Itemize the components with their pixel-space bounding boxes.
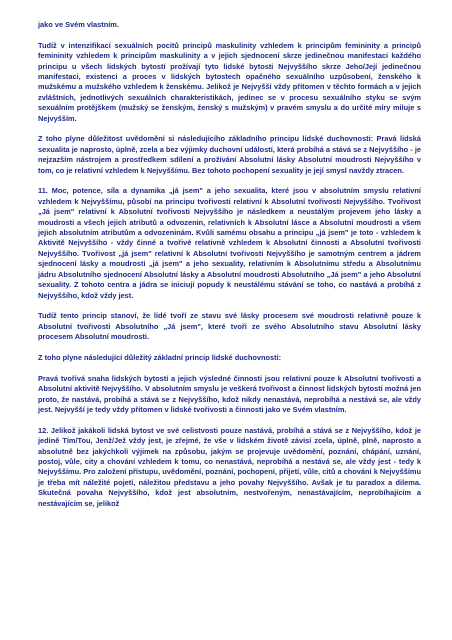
- paragraph-creative-effort: Pravá tvořivá snaha lidských bytostí a jejich výsledné činnosti jsou relativní pouze k Absolutní tvořivosti a Absolutní aktivitě Nejvyššího. V absolutním smyslu je veškerá tvořivost a činnost lidských bytostí možná jen proto, že nastává, probíhá a stává se z Nejvyššího, kdož nikdy nenastává, neprobíhá a nestává se, ale vždy jest. Nejvyšší je tedy vždy přítomen v lidské tvořivosti a činnosti jako ve Svém vlastním.: [38, 373, 421, 414]
- paragraph-principle-sexuality: Z toho plyne důležitost uvědomění si následujícího základního principu lidské duchovnosti: Pravá lidská sexualita je naprosto, úplně, zcela a bez výjimky duchovní událostí, která probíhá a stává se z Nejvyššího - je nejzazším nástrojem a prostředkem sdílení a prožívání Absolutní lásky Absolutní moudrosti Nejvyššího v tom, co je relativní vzhledem k Nejvyššímu. Bez tohoto pochopení sexuality je její smysl navždy ztracen.: [38, 134, 421, 175]
- document-page: [38, 20, 421, 509]
- paragraph-section-12: 12. Jelikož jakákoli lidská bytost ve své celistvosti pouze nastává, probíhá a stává se z Nejvyššího, kdož je jedině Tím/Tou, Jenž/Jež vždy jest, je zřejmé, že vše v lidském životě závisí zcela, úplně, plně, naprosto a absolutně bez jakýchkoli výjimek na způsobu, jakým se projevuje uvědomění, poznání, chápání, uznání, postoj, vůle, city a chování vzhledem k tomu, co nenastává, neprobíhá a nestává se, ale vždy jest - tedy k Nejvyššímu. Pro založení přístupu, uvědomění, poznání, pochopení, přijetí, vůle, citů a chování k Nejvyššímu je třeba mít náležité pojetí, náležitou představu a jeho povahy Nejvyššího. Avšak je tu paradox a dilema. Skutečná povaha Nejvyššího, kdož jest absolutním, nestvořeným, nenastávajícím, neprobíhajícím a nestávajícím se, jelikož: [38, 425, 421, 508]
- paragraph-principle-intro: Z toho plyne následující důležitý základní princip lidské duchovnosti:: [38, 352, 282, 362]
- paragraph-continuation: jako ve Svém vlastním.: [38, 20, 119, 29]
- paragraph-creativity-principle: Tudíž tento princip stanoví, že lidé tvoří ze stavu své lásky procesem své moudrosti relativně pouze k Absolutní tvořivosti Absolutního „Já jsem", které tvoří ze svého Absolutního stavu Absolutní lásky procesem Absolutní moudrosti.: [38, 311, 421, 342]
- paragraph-section-11: 11. Moc, potence, síla a dynamika „já jsem" a jeho sexualita, které jsou v absolutním smyslu relativní vzhledem k Nejvyššímu, působí na principu tvořivosti relativní k Absolutní tvořivosti Nejvyššího. Tvořivost „Já jsem" relativní k Absolutní tvořivosti Nejvyššího je následkem a neustálým projevem jeho lásky a moudrosti a všech jejich atributů a odvozenin, relativních k Absolutní lásce a Absolutní moudrosti a všem jejich absolutním atributům a odvozeninám. Kvůli samému obsahu a principu „já jsem" je toto - vzhledem k Aktivitě Nejvyššího - vždy činné a tvořivé relativně vzhledem k Absolutní činnosti a Absolutní tvořivosti Nejvyššího. Tvořivost „já jsem" relativní k Absolutní tvořivosti Nejvyššího je samotným centrem a jádrem sjednocení lásky a moudrosti „já jsem" a jeho sexuality, relativním k Absolutnímu středu a Absolutnímu jádru Absolutního sjednocení Absolutní lásky a Absolutní moudrosti Absolutního „Já jsem" a jeho Absolutní sexuality. Z tohoto centra a jádra se iniciují popudy k neustálému stávání se toho, co nastává a probíhá z Nejvyššího, kdož vždy jest.: [38, 186, 421, 300]
- paragraph-sexual-feelings: Tudíž v intenzifikací sexuálních pocitů principů maskulinity vzhledem k principům femininity a principů femininity vzhledem k principům maskulinity a v jejich sjednocení skrze jedinečnou manifestaci každého principu u všech lidských bytostí prožívají tyto lidské bytosti Nejvyššího skrze Jeho/Její jedinečnou manifestaci, existenci a proces v lidských bytostech opačného sexuálního uzpůsobení, ženského k mužskému a mužského vzhledem k ženskému. Jelikož je Nejvyšší vždy přítomen v těchto formách a v jejich zvláštních, jednotlivých sexuálních charakteristikách, jedinec se v procesu sexuálního styku se svým sexuálním protějškem (mužský se ženským, ženský s mužským) v pravém smyslu a do určité míry miluje s Nejvyšším.: [38, 40, 421, 123]
